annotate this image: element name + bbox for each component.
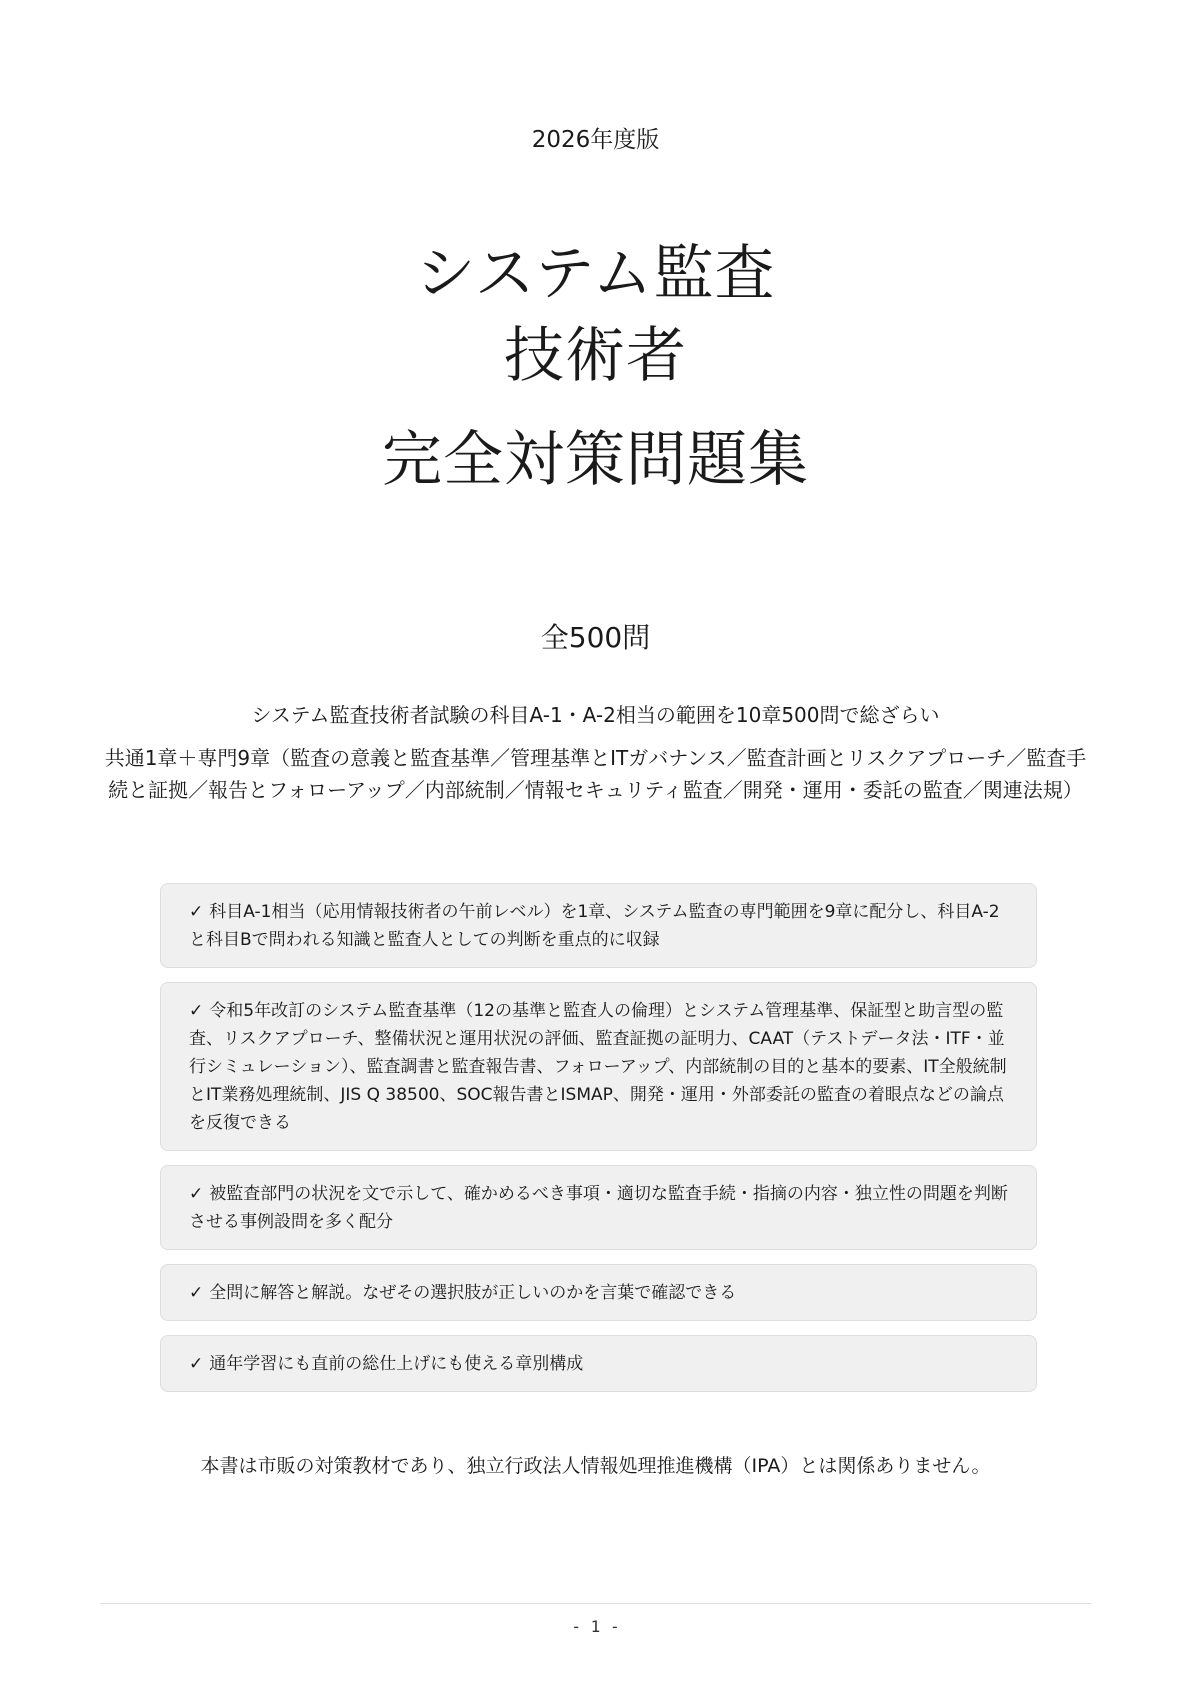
check-icon: ✓ — [189, 902, 204, 922]
feature-text: 令和5年改訂のシステム監査基準（12の基準と監査人の倫理）とシステム管理基準、保証型と助言型の監査、リスクアプローチ、整備状況と運用状況の評価、監査証拠の証明力、CAAT（テストデータ法・ITF・並行シミュレーション）、監査調書と監査報告書、フォローアップ、内部統制の目的と基本的要素、IT全般統制とIT業務処理統制、JIS Q 38500、SOC報告書とISMAP、開発・運用・外部委託の監査の着眼点などの論点を反復できる — [189, 1001, 1007, 1133]
page-number: - 1 - — [571, 1617, 620, 1636]
check-icon: ✓ — [189, 1283, 204, 1303]
disclaimer: 本書は市販の対策教材であり、独立行政法人情報処理推進機構（IPA）とは関係ありません。 — [200, 1455, 991, 1477]
feature-box — [160, 1335, 1037, 1392]
footer-divider — [100, 1603, 1091, 1604]
check-icon: ✓ — [189, 1001, 204, 1021]
description-chapters: 共通1章＋専門9章（監査の意義と監査基準／管理基準とITガバナンス／監査計画とリスクアプローチ／監査手続と証拠／報告とフォローアップ／内部統制／情報セキュリティ監査／開発・運用・委託の監査／関連法規） — [104, 746, 1087, 802]
feature-list — [160, 883, 1037, 1406]
feature-box — [160, 1264, 1037, 1321]
title-line-1: システム監査 — [415, 239, 776, 309]
title-line-3: 完全対策問題集 — [382, 425, 809, 495]
feature-text: 通年学習にも直前の総仕上げにも使える章別構成 — [209, 1354, 584, 1374]
check-icon: ✓ — [189, 1354, 204, 1374]
feature-text: 被監査部門の状況を文で示して、確かめるべき事項・適切な監査手続・指摘の内容・独立性の問題を判断させる事例設問を多く配分 — [189, 1184, 1008, 1232]
description-summary: システム監査技術者試験の科目A-1・A-2相当の範囲を10章500問で総ざらい — [251, 703, 940, 727]
title-line-2: 技術者 — [504, 321, 687, 391]
feature-text: 全問に解答と解説。なぜその選択肢が正しいのかを言葉で確認できる — [209, 1283, 737, 1303]
feature-box — [160, 982, 1037, 1151]
feature-text: 科目A-1相当（応用情報技術者の午前レベル）を1章、システム監査の専門範囲を9章に配分し、科目A-2と科目Bで問われる知識と監査人としての判断を重点的に収録 — [189, 902, 1000, 950]
check-icon: ✓ — [189, 1184, 204, 1204]
question-count: 全500問 — [540, 621, 651, 654]
feature-box — [160, 883, 1037, 968]
edition-label: 2026年度版 — [531, 127, 660, 153]
feature-box — [160, 1165, 1037, 1250]
